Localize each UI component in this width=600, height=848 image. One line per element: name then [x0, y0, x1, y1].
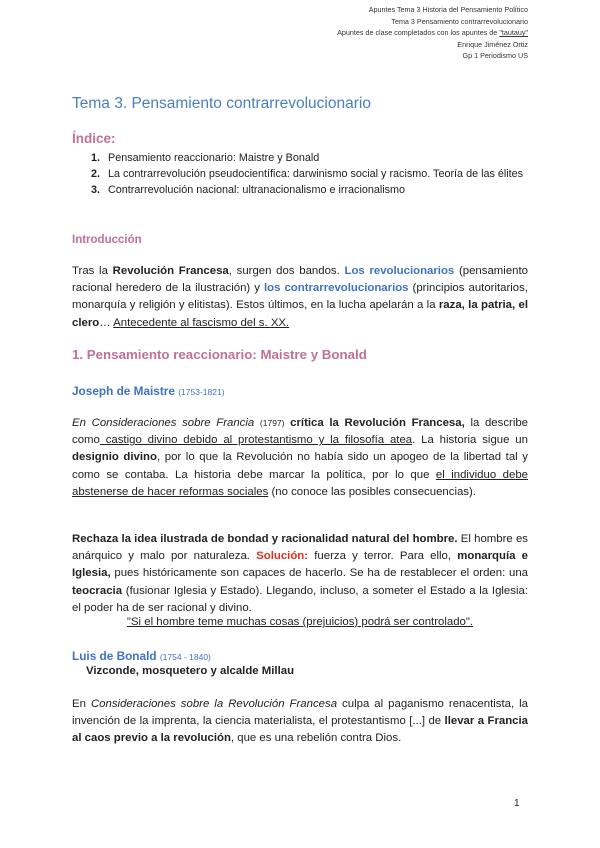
index-item: 1. Pensamiento reaccionario: Maistre y Bonald	[91, 152, 320, 164]
page-title: Tema 3. Pensamiento contrarrevolucionario	[72, 95, 371, 112]
bonald-heading: Luis de Bonald (1754 - 1840)	[72, 649, 211, 663]
page-number: 1	[514, 798, 520, 809]
page-header	[337, 4, 528, 62]
index-item: 2. La contrarrevolución pseudocientífica: darwinismo social y racismo. Teoría de las élites	[91, 168, 524, 180]
header-line: Apuntes Tema 3 Historia del Pensamiento Político	[368, 5, 528, 14]
bonald-paragraph: En Consideraciones sobre la Revolución Francesa culpa al paganismo renacentista, la invención de la imprenta, la ciencia materialista, el protestantismo [...] de llevar a Francia al caos previo a la revolución, que es una rebelión contra Dios.	[72, 698, 529, 745]
header-line: Tema 3 Pensamiento contrarrevolucionario	[391, 16, 528, 26]
intro-paragraph: Tras la Revolución Francesa, surgen dos bandos. Los revolucionarios (pensamiento racional heredero de la ilustración) y los contrarrevolucionarios (principios autoritarios, monarquía y religión y elitistas). Estos últimos, en la lucha apelarán a la raza, la patria, el clero… Antecedente al fascismo del s. XX.	[72, 265, 529, 329]
index-list	[72, 150, 532, 198]
maistre-paragraph-2: Rechaza la idea ilustrada de bondad y racionalidad natural del hombre. El hombre es anárquico y malo por naturaleza. Solución: fuerza y terror. Para ello, monarquía e Iglesia, pues históricamente son capaces de hacerlo. Se ha de restablecer el orden: una teocracia (fusionar Iglesia y Estado). Llegando, incluso, a someter el Estado a la Iglesia: el poder ha de ser racional y divino.	[72, 533, 528, 614]
header-line: Enrique Jiménez Ortiz	[457, 39, 528, 49]
header-link[interactable]: "tautauy"	[499, 28, 528, 37]
bonald-subtitle: Vizconde, mosquetero y alcalde Millau	[86, 665, 295, 677]
index-heading: Índice:	[72, 131, 116, 146]
maistre-paragraph-1: En Consideraciones sobre Francia (1797) crítica la Revolución Francesa, la describe como castigo divino debido al protestantismo y la filosofía atea. La historia sigue un designio divino, por lo que la Revolución no había sido un apogeo de la libertad tal y como se contaba. La historia debe marcar la política, por lo que el individuo debe abstenerse de hacer reformas sociales (no conoce las posibles consecuencias).	[72, 417, 529, 498]
header-line: Gp 1 Periodismo US	[462, 51, 528, 60]
intro-heading: Introducción	[72, 234, 142, 246]
maistre-heading: Joseph de Maistre (1753-1821)	[72, 384, 225, 398]
quote: "Si el hombre teme muchas cosas (prejuicios) podrá ser controlado".	[126, 616, 474, 628]
index-item: 3. Contrarrevolución nacional: ultranacionalismo e irracionalismo	[91, 184, 406, 196]
section-heading: 1. Pensamiento reaccionario: Maistre y Bonald	[72, 347, 367, 362]
header-line: Apuntes de clase completados con los apuntes de "tautauy"	[337, 28, 528, 37]
